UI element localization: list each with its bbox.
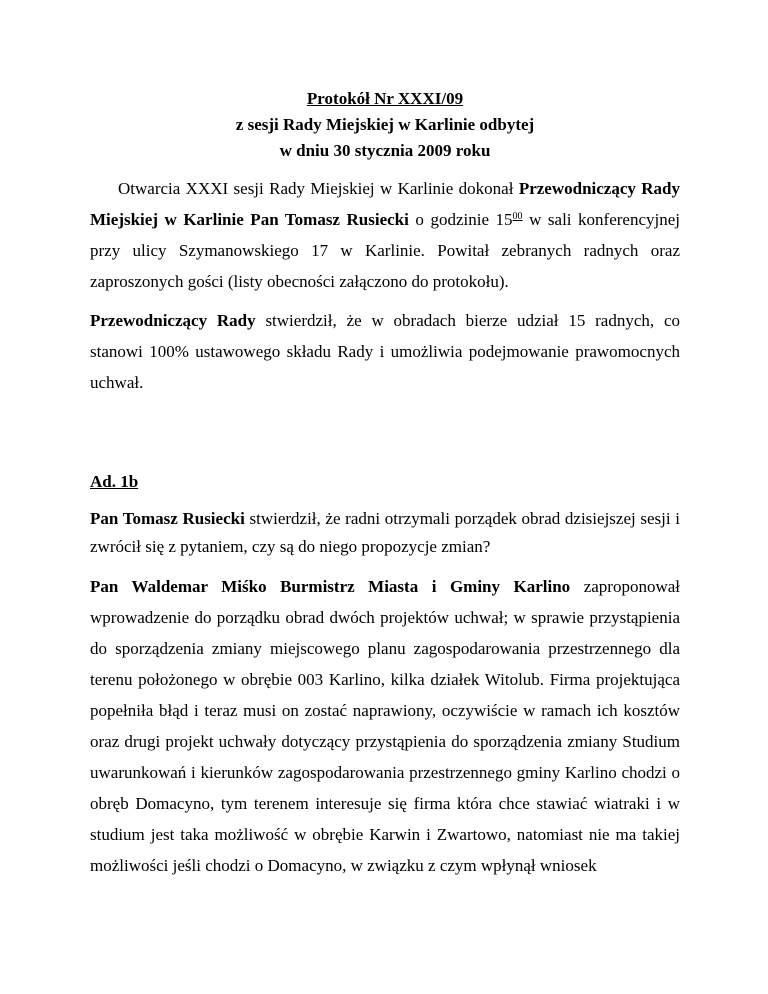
time-minutes: 00 <box>512 211 523 222</box>
opening-paragraph <box>90 173 680 297</box>
agenda-text: stwierdził, że radni otrzymali porządek obrad dzisiejszej sesji i zwrócił się z pytaniem, czy są do niego propozycje zmian? <box>90 509 680 556</box>
proposal-speaker: Pan Waldemar Miśko Burmistrz Miasta i Gminy Karlino <box>90 577 571 596</box>
chairman-name: Przewodniczący Rady Miejskiej w Karlinie Pan Tomasz Rusiecki <box>90 179 680 229</box>
session-description: z sesji Rady Miejskiej w Karlinie odbytej <box>235 115 535 134</box>
session-date: w dniu 30 stycznia 2009 roku <box>279 141 491 160</box>
proposal-paragraph <box>90 571 680 881</box>
quorum-text: stwierdził, że w obradach bierze udział 15 radnych, co stanowi 100% ustawowego składu Rady i umożliwia podejmowanie prawomocnych uchwał. <box>90 311 680 392</box>
opening-text-3: w sali konferencyjnej przy ulicy Szymanowskiego 17 w Karlinie. Powitał zebranych radnych oraz zaproszonych gości (listy obecności załączono do protokołu). <box>90 210 681 291</box>
section-heading: Ad. 1b <box>90 472 139 491</box>
opening-text-2: o godzinie 15 <box>408 210 513 229</box>
opening-text-1: Otwarcia XXXI sesji Rady Miejskiej w Karlinie dokonał <box>118 179 519 198</box>
agenda-speaker: Pan Tomasz Rusiecki <box>90 509 245 528</box>
protocol-number: Protokół Nr XXXI/09 <box>306 89 464 108</box>
document-page <box>90 86 680 881</box>
document-title <box>90 86 680 164</box>
agenda-paragraph <box>90 505 680 561</box>
quorum-paragraph <box>90 305 680 398</box>
quorum-speaker: Przewodniczący Rady <box>90 311 256 330</box>
proposal-text: zaproponował wprowadzenie do porządku obrad dwóch projektów uchwał; w sprawie przystąpienia do sporządzenia zmiany miejscowego planu zagospodarowania przestrzennego dla terenu położonego w obrębie 003 Karlino, kilka działek Witolub. Firma projektująca popełniła błąd i teraz musi on zostać naprawiony, oczywiście w ramach ich kosztów oraz drugi projekt uchwały dotyczący przystąpienia do sporządzenia zmiany Studium uwarunkowań i kierunków zagospodarowania przestrzennego gminy Karlino chodzi o obręb Domacyno, tym terenem interesuje się firma która chce stawiać wiatraki i w studium jest taka możliwość w obrębie Karwin i Zwartowo, natomiast nie ma takiej możliwości jeśli chodzi o Domacyno, w związku z czym wpłynął wniosek <box>90 577 680 875</box>
